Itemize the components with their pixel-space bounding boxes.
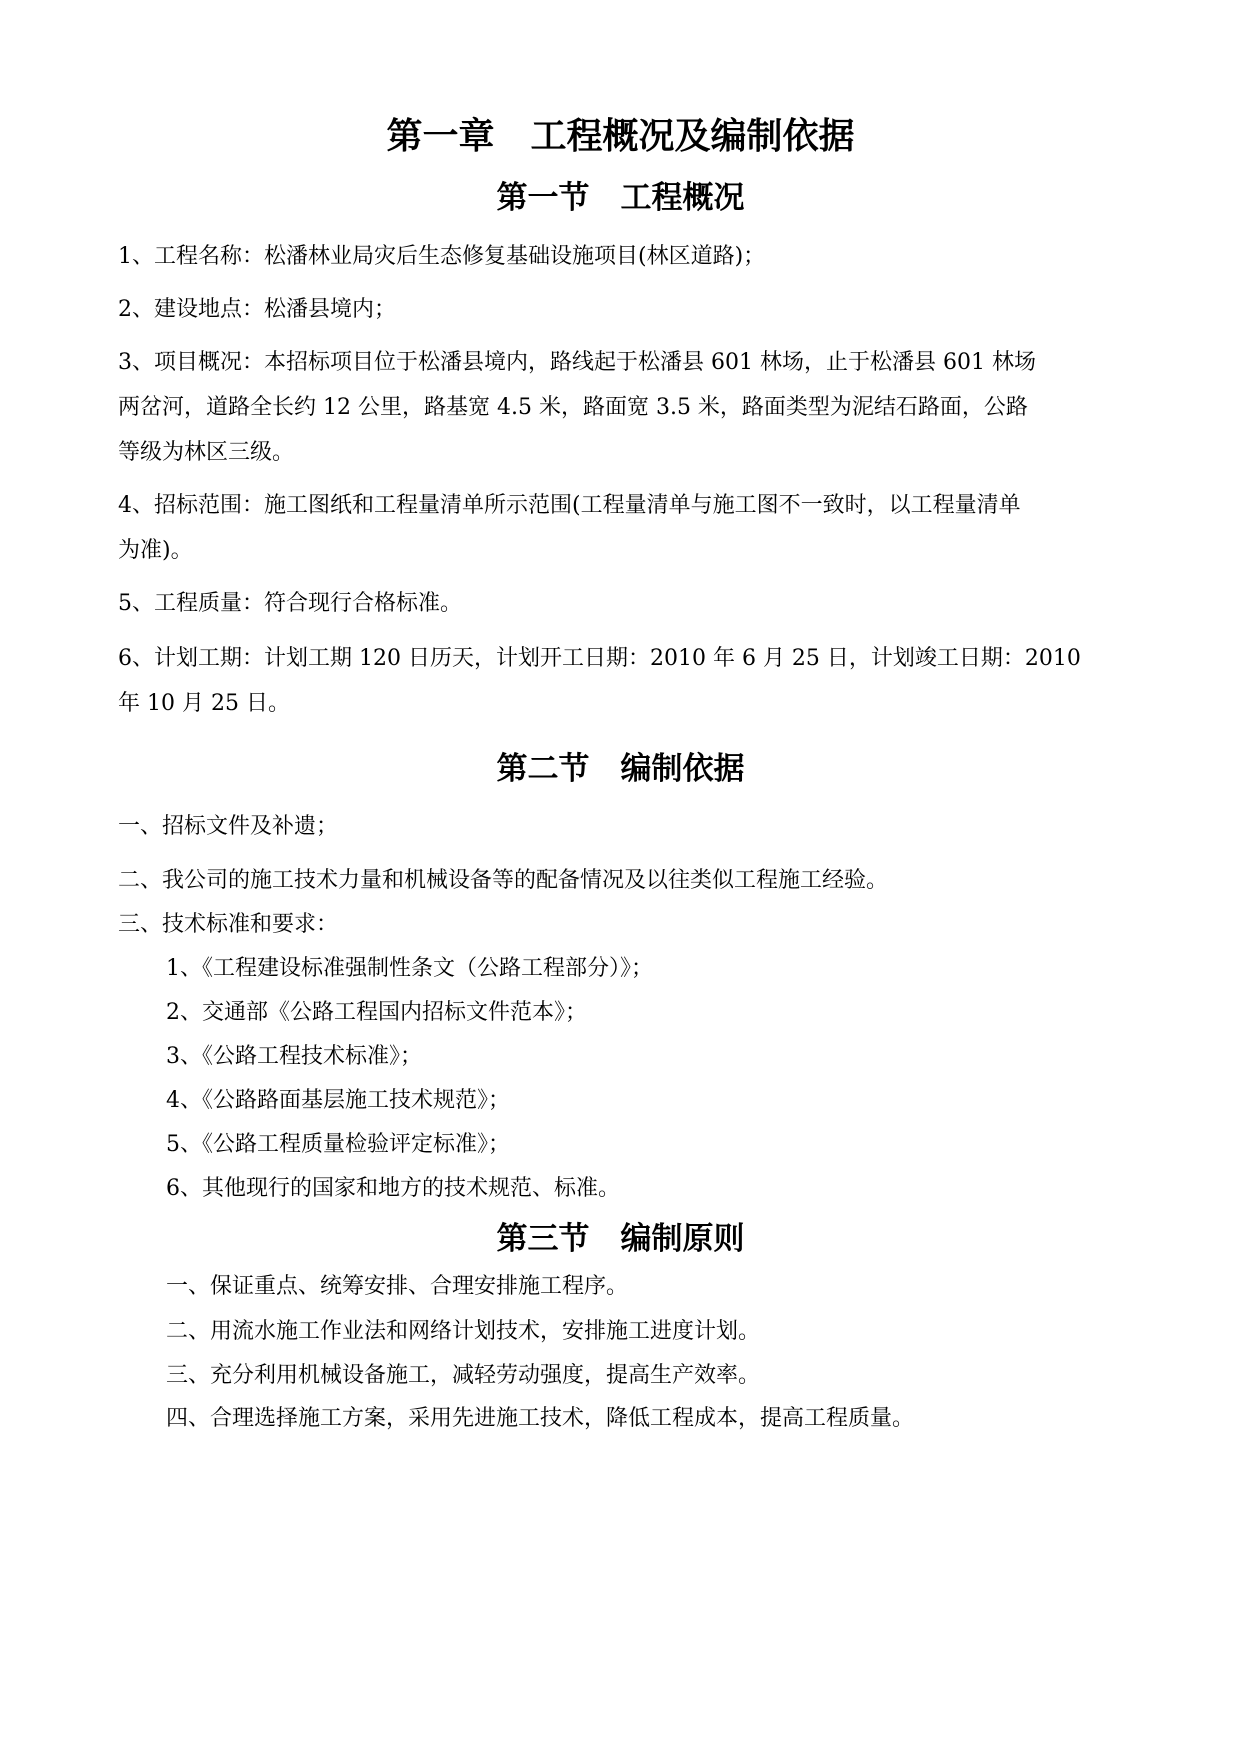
section-title-overview: 第一节 工程概况: [496, 180, 745, 216]
standard-item: 2、交通部《公路工程国内招标文件范本》；: [166, 1000, 587, 1025]
standard-item: 6、其他现行的国家和地方的技术规范、标准。: [166, 1176, 620, 1201]
overview-line: 4、招标范围：施工图纸和工程量清单所示范围(工程量清单与施工图不一致时，以工程量清单: [118, 493, 1021, 518]
overview-line: 2、建设地点：松潘县境内；: [118, 297, 396, 322]
overview-line: 6、计划工期：计划工期 120 日历天，计划开工日期：2010 年 6 月 25 日，计划竣工日期：2010: [118, 646, 1081, 671]
section-title-principles: 第三节 编制原则: [496, 1221, 745, 1257]
overview-line: 等级为林区三级。: [118, 440, 295, 465]
standard-item: 5、《公路工程质量检验评定标准》；: [166, 1132, 510, 1157]
standard-item: 4、《公路路面基层施工技术规范》；: [166, 1088, 510, 1113]
basis-line: 三、技术标准和要求：: [118, 912, 339, 937]
principle-item: 一、保证重点、统筹安排、合理安排施工程序。: [166, 1274, 629, 1299]
overview-line: 5、工程质量：符合现行合格标准。: [118, 591, 462, 616]
basis-line: 二、我公司的施工技术力量和机械设备等的配备情况及以往类似工程施工经验。: [118, 868, 889, 893]
overview-line: 1、工程名称：松潘林业局灾后生态修复基础设施项目(林区道路)；: [118, 244, 766, 269]
overview-line: 两岔河，道路全长约 12 公里，路基宽 4.5 米，路面宽 3.5 米，路面类型为泥结石路面，公路: [118, 395, 1028, 420]
standard-item: 1、《工程建设标准强制性条文（公路工程部分）》；: [166, 956, 653, 981]
standard-item: 3、《公路工程技术标准》；: [166, 1044, 422, 1069]
principle-item: 四、合理选择施工方案，采用先进施工技术，降低工程成本，提高工程质量。: [166, 1406, 915, 1431]
overview-line: 年 10 月 25 日。: [118, 691, 290, 716]
basis-line: 一、招标文件及补遗；: [118, 814, 339, 839]
section-title-basis: 第二节 编制依据: [496, 751, 745, 787]
principle-item: 三、充分利用机械设备施工，减轻劳动强度，提高生产效率。: [166, 1363, 761, 1388]
principle-item: 二、用流水施工作业法和网络计划技术，安排施工进度计划。: [166, 1319, 761, 1344]
overview-line: 3、项目概况：本招标项目位于松潘县境内，路线起于松潘县 601 林场，止于松潘县 601 林场: [118, 350, 1036, 375]
overview-line: 为准)。: [118, 538, 193, 563]
chapter-title: 第一章 工程概况及编制依据: [386, 116, 855, 157]
